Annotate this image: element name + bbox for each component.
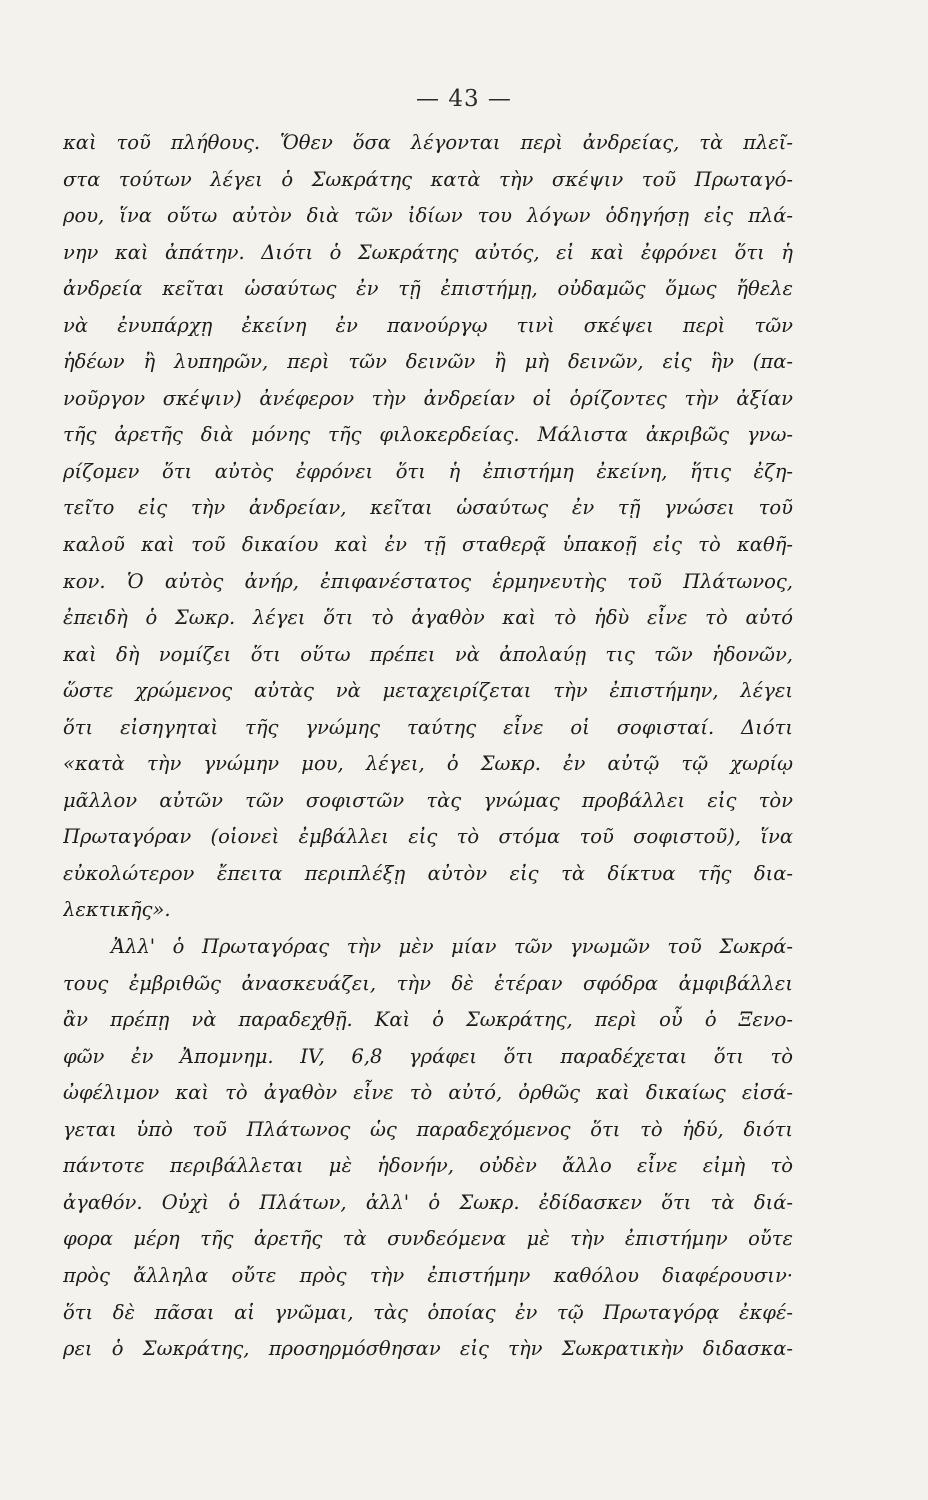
text-line: κον. Ὁ αὐτὸς ἀνήρ, ἐπιφανέστατος ἑρμηνευτὴς τοῦ Πλάτωνος, [63, 569, 793, 593]
text-line: γεται ὑπὸ τοῦ Πλάτωνος ὡς παραδεχόμενος ὅτι τὸ ἡδύ, διότι [63, 1117, 793, 1141]
text-line: ἡδέων ἢ λυπηρῶν, περὶ τῶν δεινῶν ἢ μὴ δεινῶν, εἰς ἣν (πα- [63, 350, 793, 374]
text-line: ὥστε χρώμενος αὐτὰς νὰ μεταχειρίζεται τὴν ἐπιστήμην, λέγει [63, 679, 793, 703]
text-line: Πρωταγόραν (οἱονεὶ ἐμβάλλει εἰς τὸ στόμα τοῦ σοφιστοῦ), ἵνα [63, 825, 793, 849]
text-line: καὶ τοῦ πλήθους. Ὅθεν ὅσα λέγονται περὶ ἀνδρείας, τὰ πλεῖ- [63, 131, 793, 154]
text-line: ἀγαθόν. Οὐχὶ ὁ Πλάτων, ἀλλ' ὁ Σωκρ. ἐδίδασκεν ὅτι τὰ διά- [63, 1190, 793, 1214]
text-line: νην καὶ ἀπάτην. Διότι ὁ Σωκράτης αὐτός, εἰ καὶ ἐφρόνει ὅτι ἡ [63, 240, 793, 264]
text-line: εὐκολώτερον ἔπειτα περιπλέξῃ αὐτὸν εἰς τὰ δίκτυα τῆς δια- [63, 861, 793, 885]
text-line: ἐπειδὴ ὁ Σωκρ. λέγει ὅτι τὸ ἀγαθὸν καὶ τὸ ἡδὺ εἶνε τὸ αὐτό [63, 606, 793, 630]
text-line: ὠφέλιμον καὶ τὸ ἀγαθὸν εἶνε τὸ αὐτό, ὀρθῶς καὶ δικαίως εἰσά- [63, 1081, 793, 1105]
text-line: ἂν πρέπῃ νὰ παραδεχθῇ. Καὶ ὁ Σωκράτης, περὶ οὗ ὁ Ξενο- [63, 1008, 793, 1032]
text-line: ρίζομεν ὅτι αὐτὸς ἐφρόνει ὅτι ἡ ἐπιστήμη ἐκείνη, ἥτις ἐζη- [63, 459, 793, 483]
body-text [63, 125, 793, 1368]
text-line: λεκτικῆς». [63, 898, 171, 922]
text-line: τεῖτο εἰς τὴν ἀνδρείαν, κεῖται ὡσαύτως ἐν τῇ γνώσει τοῦ [63, 496, 793, 520]
text-line: στα τούτων λέγει ὁ Σωκράτης κατὰ τὴν σκέψιν τοῦ Πρωταγό- [63, 167, 793, 191]
text-line: φῶν ἐν Ἀπομνημ. IV, 6,8 γράφει ὅτι παραδέχεται ὅτι τὸ [63, 1044, 793, 1068]
text-line: τους ἐμβριθῶς ἀνασκευάζει, τὴν δὲ ἑτέραν σφόδρα ἀμφιβάλλει [63, 971, 793, 995]
text-line: νοῦργον σκέψιν) ἀνέφερον τὴν ἀνδρείαν οἱ ὁρίζοντες τὴν ἀξίαν [63, 386, 793, 410]
text-line: ὅτι δὲ πᾶσαι αἱ γνῶμαι, τὰς ὁποίας ἐν τῷ Πρωταγόρᾳ ἐκφέ- [63, 1300, 793, 1324]
text-line: ἀνδρεία κεῖται ὡσαύτως ἐν τῇ ἐπιστήμῃ, οὐδαμῶς ὅμως ἤθελε [63, 277, 793, 301]
text-line: φορα μέρη τῆς ἀρετῆς τὰ συνδεόμενα μὲ τὴν ἐπιστήμην οὔτε [63, 1227, 793, 1251]
text-line: Ἀλλ' ὁ Πρωταγόρας τὴν μὲν μίαν τῶν γνωμῶν τοῦ Σωκρά- [111, 935, 793, 959]
text-line: καλοῦ καὶ τοῦ δικαίου καὶ ἐν τῇ σταθερᾷ ὑπακοῇ εἰς τὸ καθῆ- [63, 533, 793, 557]
text-line: πάντοτε περιβάλλεται μὲ ἡδονήν, οὐδὲν ἄλλο εἶνε εἰμὴ τὸ [63, 1154, 793, 1178]
page-number: — 43 — [416, 86, 512, 112]
text-line: καὶ δὴ νομίζει ὅτι οὕτω πρέπει νὰ ἀπολαύῃ τις τῶν ἡδονῶν, [63, 642, 793, 666]
text-line: μᾶλλον αὐτῶν τῶν σοφιστῶν τὰς γνώμας προβάλλει εἰς τὸν [63, 788, 793, 812]
text-line: «κατὰ τὴν γνώμην μου, λέγει, ὁ Σωκρ. ἐν αὐτῷ τῷ χωρίῳ [63, 752, 793, 776]
text-line: νὰ ἐνυπάρχῃ ἐκείνη ἐν πανούργῳ τινὶ σκέψει περὶ τῶν [63, 313, 793, 337]
text-line: τῆς ἀρετῆς διὰ μόνης τῆς φιλοκερδείας. Μάλιστα ἀκριβῶς γνω- [63, 423, 793, 447]
text-line: ρου, ἵνα οὕτω αὐτὸν διὰ τῶν ἰδίων του λόγων ὁδηγήσῃ εἰς πλά- [63, 204, 793, 228]
text-line: ὅτι εἰσηγηταὶ τῆς γνώμης ταύτης εἶνε οἱ σοφισταί. Διότι [63, 715, 793, 739]
text-line: ρει ὁ Σωκράτης, προσηρμόσθησαν εἰς τὴν Σωκρατικὴν διδασκα- [63, 1337, 793, 1361]
text-line: πρὸς ἄλληλα οὔτε πρὸς τὴν ἐπιστήμην καθόλου διαφέρουσιν· [63, 1263, 793, 1287]
